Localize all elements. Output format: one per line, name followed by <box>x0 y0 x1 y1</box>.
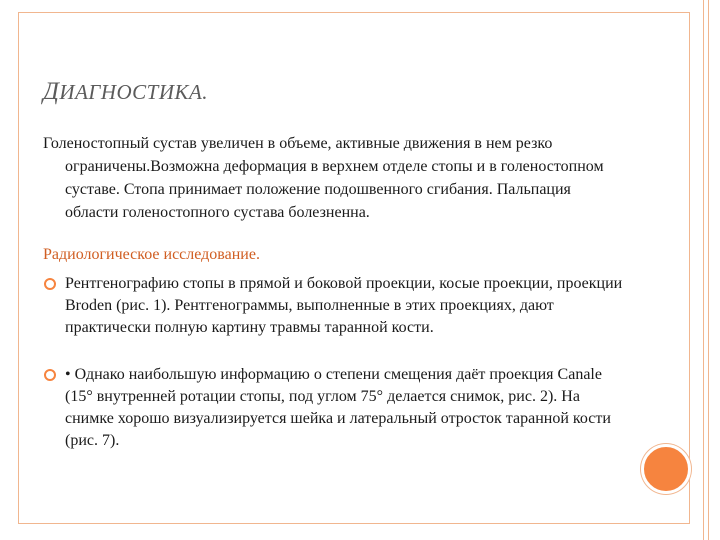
bullet-text-2: • Однако наибольшую информацию о степени смещения даёт проекция Canale (15° внутренней ротации стопы, под углом 75° делается снимок, рис. 2). На снимке хорошо визуализируется шейка и латеральный отросток таранной кости (рис. 7). <box>65 366 611 449</box>
subheading: Радиологическое исследование. <box>43 246 260 263</box>
title-first-letter: Д <box>43 78 60 105</box>
orange-circle-bullet-icon <box>43 368 57 382</box>
orange-circle-decoration <box>641 444 691 494</box>
slide-title <box>43 78 208 106</box>
right-rail <box>693 0 720 540</box>
title-rest: ИАГНОСТИКА. <box>59 80 209 104</box>
diagnosis-paragraph <box>43 132 628 224</box>
bullet-text-1: Рентгенографию стопы в прямой и боковой проекции, косые проекции, проекции Broden (рис. 1). Рентгенограммы, выполненные в этих проекциях, дают практически полную картину травмы таранной кости. <box>65 275 623 336</box>
rail-line-right <box>708 0 709 540</box>
rail-line-left <box>703 0 704 540</box>
orange-circle-bullet-icon <box>43 277 57 291</box>
paragraph-text: Голеностопный сустав увеличен в объеме, активные движения в нем резко ограничены.Возможна деформация в верхнем отделе стопы и в голеностопном суставе. Стопа принимает положение подошвенного сгибания. Пальпация области голеностопного сустава болезненна. <box>43 135 604 221</box>
